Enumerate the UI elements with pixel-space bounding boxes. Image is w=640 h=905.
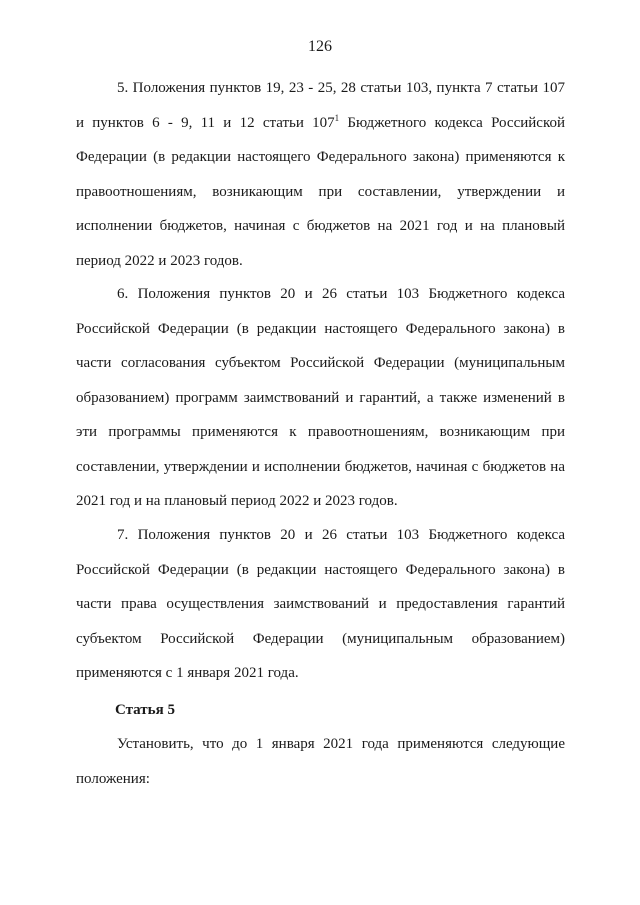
article-5-intro-block — [76, 727, 565, 796]
paragraph-7: 7. Положения пунктов 20 и 26 статьи 103 Бюджетного кодекса Российской Федерации (в редакции настоящего Федерального закона) в части права осуществления заимствований и предоставления гарантий субъектом Российской Федерации (муниципальным образованием) применяются с 1 января 2021 года. — [76, 527, 565, 681]
paragraph-5-block — [76, 71, 565, 278]
paragraph-5 — [76, 71, 565, 278]
paragraph-5-text-a: 5. Положения пунктов 19, 23 - 25, 28 статьи 103, пункта 7 статьи 107 и пунктов 6 - 9, 11 и 12 статьи 107 — [76, 80, 565, 131]
article-5-intro: Установить, что до 1 января 2021 года применяются следующие положения: — [76, 736, 565, 787]
page-number: 126 — [308, 38, 332, 55]
paragraph-6-block — [76, 277, 565, 519]
paragraph-5-text-b: Бюджетного кодекса Российской Федерации (в редакции настоящего Федерального закона) применяются к правоотношениям, возникающим при составлении, утверждении и исполнении бюджетов, начиная с бюджетов на 2021 год и на плановый период 2022 и 2023 годов. — [76, 114, 565, 269]
article-5-heading: Статья 5 — [115, 702, 175, 718]
paragraph-6: 6. Положения пунктов 20 и 26 статьи 103 Бюджетного кодекса Российской Федерации (в редакции настоящего Федерального закона) в части согласования субъектом Российской Федерации (муниципальным образованием) программ заимствований и гарантий, а также изменений в эти программы применяются к правоотношениям, возникающим при составлении, утверждении и исполнении бюджетов, начиная с бюджетов на 2021 год и на плановый период 2022 и 2023 годов. — [76, 286, 565, 509]
paragraph-7-block — [76, 518, 565, 691]
superscript-1: 1 — [334, 112, 340, 123]
